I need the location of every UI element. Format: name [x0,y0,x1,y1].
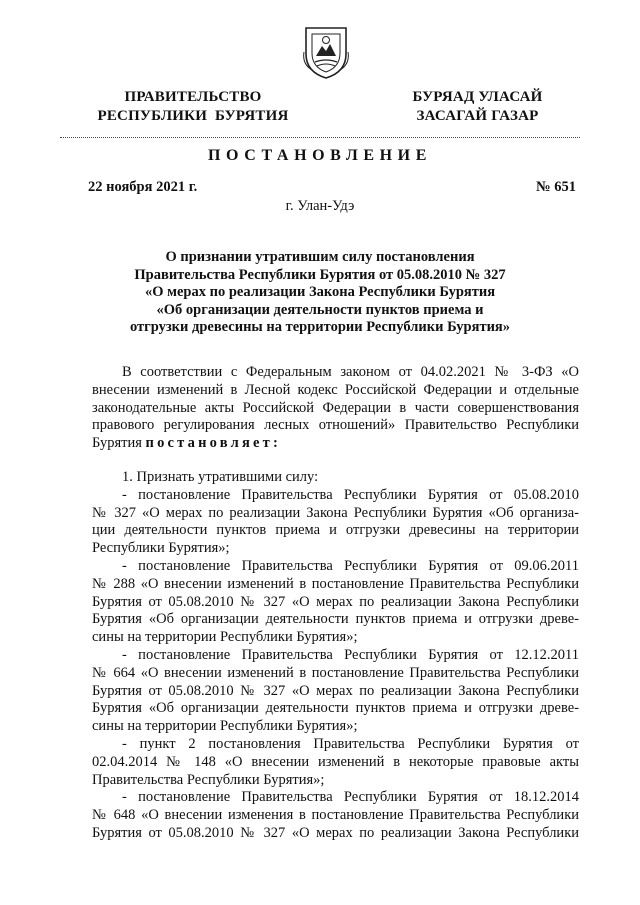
preamble-line: законодательные акты Российской Федерации в части совершенствования [92,399,579,416]
title-line: Правительства Республики Бурятия от 05.08.2010 № 327 [134,266,506,283]
header-left-line2: РЕСПУБЛИКИ БУРЯТИЯ [97,108,289,124]
header-left-line1: ПРАВИТЕЛЬСТВО [124,89,262,105]
header-right-org [400,88,555,126]
document-body [92,364,579,843]
header-left-org [88,88,298,126]
document-number: № 651 [536,179,576,195]
document-date: 22 ноября 2021 г. [88,179,198,195]
preamble-subject: Бурятия [92,435,146,452]
point1-item3-line: сины на территории Республики Бурятия»; [92,718,358,735]
point1-item1-line: № 327 «О мерах по реализации Закона Республики Бурятия «Об организа- [92,504,579,521]
point1-item1-line: ции деятельности пунктов приема и отгрузки древесины на территории [92,522,579,539]
preamble-line: правового регулирования лесных отношений» Правительство Республики [92,417,579,434]
header-right-line1: БУРЯАД УЛАСАЙ [412,89,543,105]
resolves-word: постановляет: [145,435,281,452]
point1-item4-line: - пункт 2 постановления Правительства Республики Бурятия от [122,735,579,752]
title-line: «О мерах по реализации Закона Республики Бурятия [144,284,496,300]
document-city: г. Улан-Удэ [285,198,355,214]
point1-item5-line: - постановление Правительства Республики Бурятия от 18.12.2014 [122,789,579,806]
point1-item2-line: Бурятия «Об организации деятельности пунктов приема и отгрузки древе- [92,611,579,628]
preamble-line: В соответствии с Федеральным законом от 04.02.2021 № 3-ФЗ «О [122,364,579,380]
point1-item3-line: Бурятия от 05.08.2010 № 327 «О мерах по реализации Закона Республики [92,682,579,699]
point1-item3-line: - постановление Правительства Республики Бурятия от 12.12.2011 [122,646,579,663]
point1-item2-line: Бурятия от 05.08.2010 № 327 «О мерах по реализации Закона Республики [92,593,579,610]
point1-heading: 1. Признать утратившими силу: [122,468,319,485]
point1-item4-line: 02.04.2014 № 148 «О внесении изменений в некоторые правовые акты [92,753,579,770]
point1-item5-line: № 648 «О внесении изменения в постановление Правительства Республики [92,807,579,824]
title-line: отгрузки древесины на территории Республики Бурятия» [129,319,511,335]
title-line: О признании утратившим силу постановления [165,249,475,265]
document-title [80,249,560,337]
point1-item1-line: - постановление Правительства Республики Бурятия от 05.08.2010 [122,486,579,503]
preamble-line: внесении изменений в Лесной кодекс Российской Федерации и отдельные [92,381,579,398]
header-right-line2: ЗАСАГАЙ ГАЗАР [416,108,539,124]
preamble-line [92,435,579,453]
document-type: ПОСТАНОВЛЕНИЕ [208,147,432,164]
point1-item3-line: Бурятия «Об организации деятельности пунктов приема и отгрузки древе- [92,700,579,717]
point1-item2-line: № 288 «О внесении изменений в постановление Правительства Республики [92,575,579,592]
point1-item3-line: № 664 «О внесении изменений в постановление Правительства Республики [92,664,579,681]
title-line: «Об организации деятельности пунктов приема и [156,301,484,318]
coat-of-arms-emblem [302,22,350,80]
header-divider [60,137,580,138]
point1-item2-line: сины на территории Республики Бурятия»; [92,629,358,646]
point1-item4-line: Правительства Республики Бурятия»; [92,771,325,788]
point1-item5-line: Бурятия от 05.08.2010 № 327 «О мерах по реализации Закона Республики [92,824,579,841]
point1-item1-line: Республики Бурятия»; [92,540,230,557]
point1-item2-line: - постановление Правительства Республики Бурятия от 09.06.2011 [122,557,579,574]
